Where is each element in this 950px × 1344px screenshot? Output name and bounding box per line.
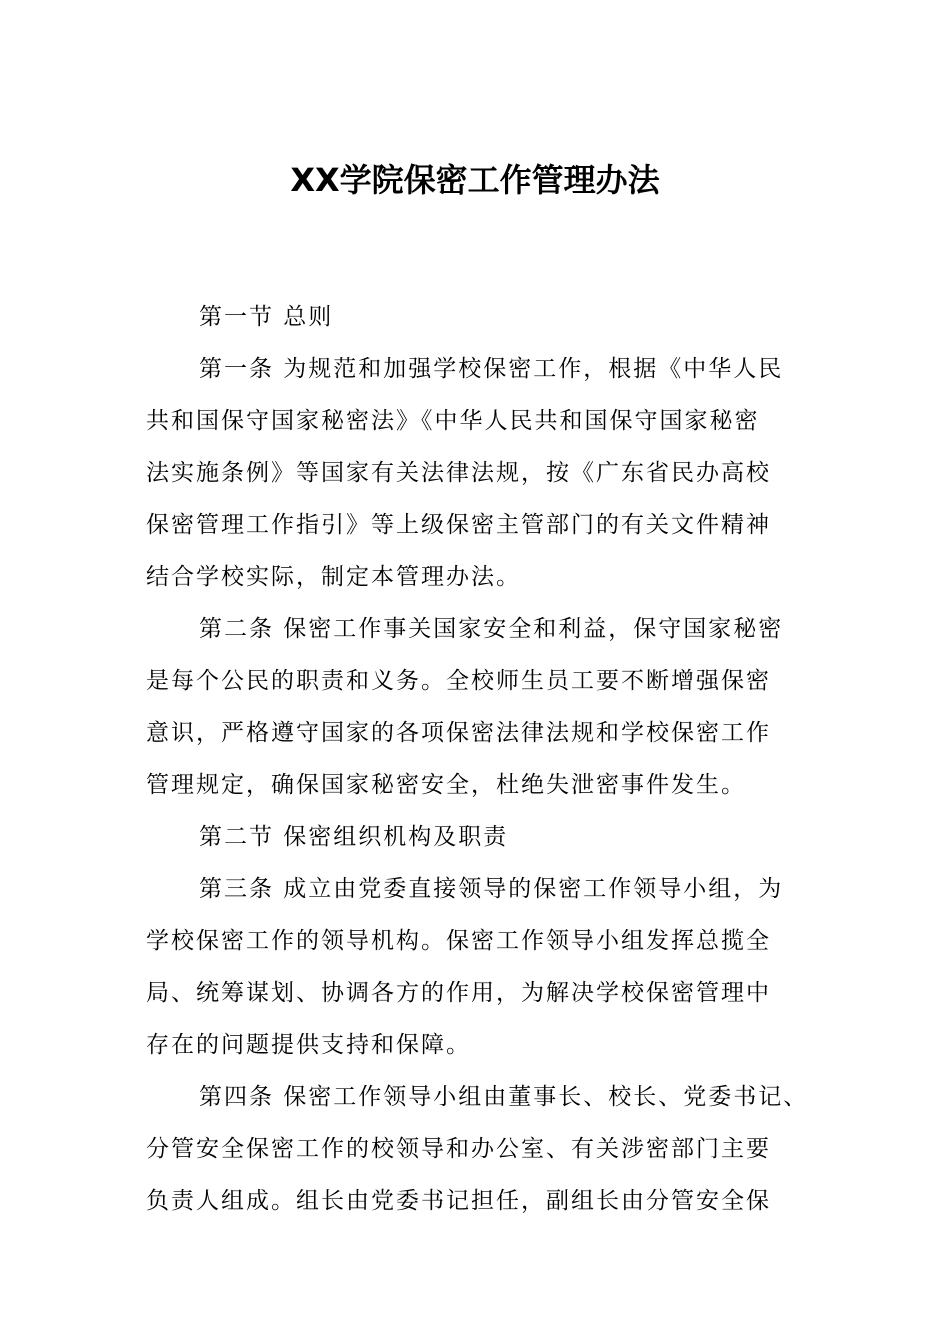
text-line: 学校保密工作的领导机构。保密工作领导小组发挥总揽全 bbox=[146, 928, 771, 954]
text-line: 共和国保守国家秘密法》《中华人民共和国保守国家秘密 bbox=[146, 408, 760, 434]
text-line: 法实施条例》等国家有关法律法规，按《广东省民办高校 bbox=[146, 460, 771, 486]
document-body bbox=[146, 291, 808, 1227]
text-line: 保密管理工作指引》等上级保密主管部门的有关文件精神 bbox=[146, 512, 771, 538]
text-line: 第四条 保密工作领导小组由董事长、校长、党委书记、 bbox=[199, 1084, 809, 1110]
article-1 bbox=[146, 343, 808, 603]
text-line: 局、统筹谋划、协调各方的作用，为解决学校保密管理中 bbox=[146, 980, 771, 1006]
text-line: 第一条 为规范和加强学校保密工作，根据《中华人民 bbox=[199, 356, 784, 382]
section-heading-2 bbox=[146, 811, 808, 863]
text-line: 第一节 总则 bbox=[199, 304, 334, 330]
text-line: 结合学校实际，制定本管理办法。 bbox=[146, 564, 521, 590]
text-line: 存在的问题提供支持和保障。 bbox=[146, 1032, 471, 1058]
article-3 bbox=[146, 863, 808, 1071]
text-line: 第二条 保密工作事关国家安全和利益，保守国家秘密 bbox=[199, 616, 784, 642]
text-line: 第三条 成立由党委直接领导的保密工作领导小组，为 bbox=[199, 876, 784, 902]
section-heading-1 bbox=[146, 291, 808, 343]
text-line: 意识，严格遵守国家的各项保密法律法规和学校保密工作 bbox=[146, 720, 771, 746]
text-line: 第二节 保密组织机构及职责 bbox=[199, 824, 509, 850]
text-line: 管理规定，确保国家秘密安全，杜绝失泄密事件发生。 bbox=[146, 772, 746, 798]
text-line: 分管安全保密工作的校领导和办公室、有关涉密部门主要 bbox=[146, 1136, 771, 1162]
document-title: XX学院保密工作管理办法 bbox=[290, 161, 660, 199]
text-line: 是每个公民的职责和义务。全校师生员工要不断增强保密 bbox=[146, 668, 771, 694]
text-line: 负责人组成。组长由党委书记担任，副组长由分管安全保 bbox=[146, 1188, 771, 1214]
article-4 bbox=[146, 1071, 808, 1227]
article-2 bbox=[146, 603, 808, 811]
